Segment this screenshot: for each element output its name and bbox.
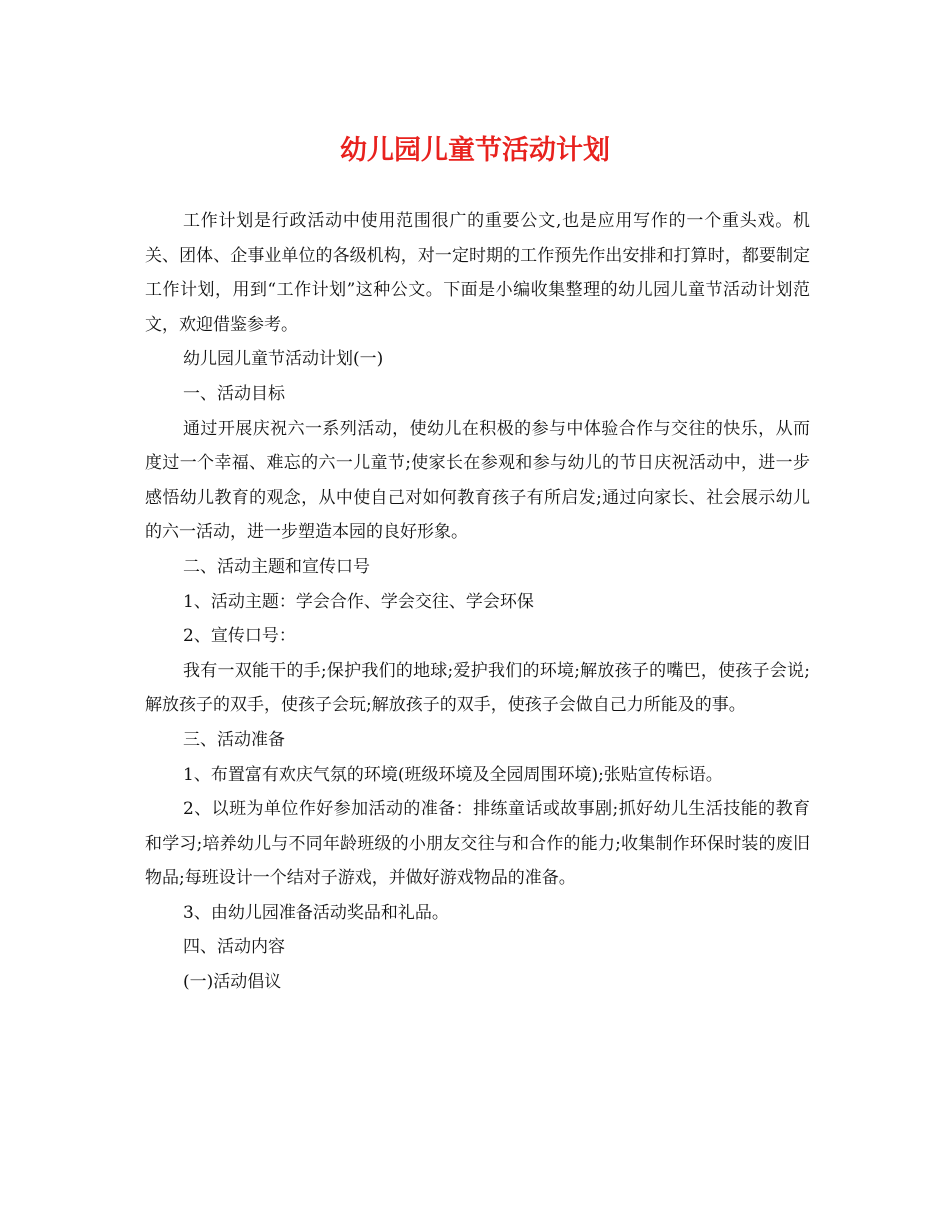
section-heading-goals: 一、活动目标	[183, 383, 285, 404]
document-body	[145, 204, 810, 1000]
paragraph-slogans: 我有一双能干的手;保护我们的地球;爱护我们的环境;解放孩子的嘴巴，使孩子会说;解放孩子的双手，使孩子会玩;解放孩子的双手，使孩子会做自己力所能及的事。	[145, 660, 810, 716]
list-item-prep-3: 3、由幼儿园准备活动奖品和礼品。	[183, 902, 449, 923]
document-title: 幼儿园儿童节活动计划	[340, 135, 610, 166]
section-heading-content: 四、活动内容	[183, 937, 285, 958]
paragraph-intro: 工作计划是行政活动中使用范围很广的重要公文,也是应用写作的一个重头戏。机关、团体、企事业单位的各级机构，对一定时期的工作预先作出安排和打算时，都要制定工作计划，用到“工作计划”这种公文。下面是小编收集整理的幼儿园儿童节活动计划范文，欢迎借鉴参考。	[145, 211, 810, 335]
section-heading-plan-one: 幼儿园儿童节活动计划(一)	[183, 349, 384, 370]
list-item-theme: 1、活动主题：学会合作、学会交往、学会环保	[183, 591, 534, 612]
paragraph-goals: 通过开展庆祝六一系列活动，使幼儿在积极的参与中体验合作与交往的快乐，从而度过一个幸福、难忘的六一儿童节;使家长在参观和参与幼儿的节日庆祝活动中，进一步感悟幼儿教育的观念，从中使自己对如何教育孩子有所启发;通过向家长、社会展示幼儿的六一活动，进一步塑造本园的良好形象。	[145, 418, 810, 543]
section-heading-theme-slogan: 二、活动主题和宣传口号	[183, 556, 370, 577]
section-heading-preparation: 三、活动准备	[183, 729, 285, 750]
subsection-heading-initiative: (一)活动倡议	[183, 972, 282, 993]
list-item-prep-1: 1、布置富有欢庆气氛的环境(班级环境及全园周围环境);张贴宣传标语。	[183, 764, 723, 785]
list-item-slogan: 2、宣传口号：	[183, 626, 296, 647]
list-item-prep-2: 2、以班为单位作好参加活动的准备：排练童话或故事剧;抓好幼儿生活技能的教育和学习;培养幼儿与不同年龄班级的小朋友交往与和合作的能力;收集制作环保时装的废旧物品;每班设计一个结对子游戏，并做好游戏物品的准备。	[145, 799, 810, 889]
